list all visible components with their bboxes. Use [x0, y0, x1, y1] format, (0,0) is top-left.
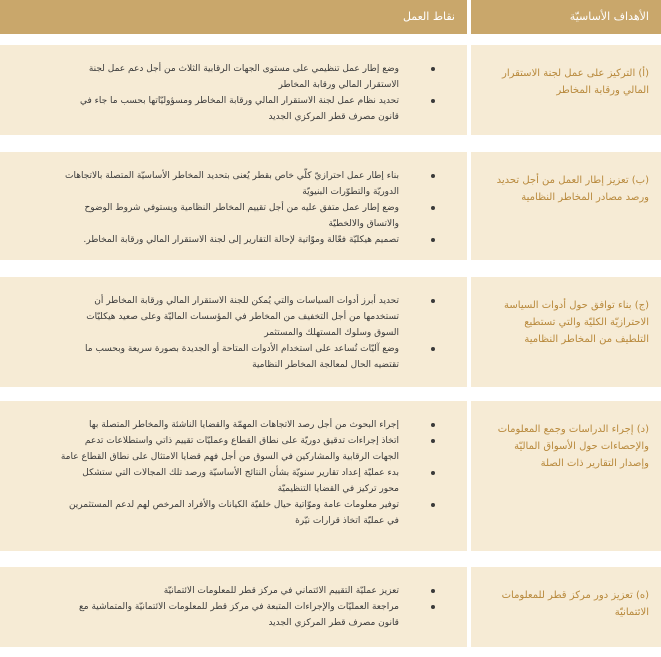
- point-text: وضع إطار عمل متفق عليه من أجل تقييم المخاطر النظامية ويستوفي شروط الوضوح والاتساق والالخطيّة: [84, 203, 399, 229]
- list-item: [60, 61, 451, 93]
- bullet-icon: [431, 206, 435, 210]
- table-row: [0, 401, 661, 551]
- bullet-icon: [431, 299, 435, 303]
- list-item: [60, 465, 451, 497]
- bullet-icon: [431, 439, 435, 443]
- list-item: [60, 341, 451, 373]
- point-text: تحديد نظام عمل لجنة الاستقرار المالي ورقابة المخاطر ومسؤوليّاتها بحسب ما جاء في قانون مصرف قطر المركزي الجديد: [79, 96, 399, 122]
- list-item: [60, 293, 451, 341]
- list-item: [60, 599, 451, 631]
- point-text: تحديد أبرز أدوات السياسات والتي يُمكن للجنة الاستقرار المالي ورقابة المخاطر أن تستخدمها من أجل التخفيف من المخاطر في المؤسسات الماليّة وعلى صعيد هيكليّات السوق وسلوك المستهلك والمستثمر: [86, 296, 399, 338]
- goal-text: (أ) التركيز على عمل لجنة الاستقرار المالي ورقابة المخاطر: [501, 68, 649, 96]
- goal-cell: [471, 45, 661, 135]
- point-text: بدء عمليّة إعداد تقارير سنويّة بشأن النتائج الأساسيّة ورصد تلك المجالات التي ستشكل محور تركيز في القضايا التنظيميّة: [82, 468, 399, 494]
- point-text: إجراء البحوث من أجل رصد الاتجاهات المهمّة والقضايا الناشئة والمخاطر المتصلة بها: [88, 420, 399, 430]
- goal-cell: [471, 401, 661, 551]
- bullet-icon: [431, 605, 435, 609]
- bullet-icon: [431, 99, 435, 103]
- points-list: [60, 61, 451, 125]
- goal-cell: [471, 277, 661, 387]
- points-list: [60, 293, 451, 373]
- table-row: [0, 45, 661, 135]
- goal-text: (ب) تعزيز إطار العمل من أجل تحديد ورصد مصادر المخاطر النظامية: [496, 175, 649, 203]
- bullet-icon: [431, 423, 435, 427]
- table-row: [0, 152, 661, 260]
- points-list: [60, 417, 451, 529]
- goal-cell: [471, 152, 661, 260]
- list-item: [60, 497, 451, 529]
- list-item: [60, 93, 451, 125]
- point-text: توفير معلومات عامة وموّاتية حيال خلفيّة الكيانات والأفراد المرخص لهم لدعم المستثمرين في عمليّة اتخاذ قرارات نيّرة: [68, 500, 399, 526]
- list-item: [60, 583, 451, 599]
- goal-text: (د) إجراء الدراسات وجمع المعلومات والإحصاءات حول الأسواق الماليّة وإصدار التقارير ذات الصلة: [497, 424, 649, 469]
- bullet-icon: [431, 503, 435, 507]
- point-text: وضع آليّات تُساعد على استخدام الأدوات المتاحة أو الجديدة بصورة سريعة وبحسب ما تقتضيه الحال لمعالجة المخاطر النظامية: [85, 344, 399, 370]
- points-cell: [0, 567, 467, 647]
- points-cell: [0, 401, 467, 551]
- list-item: [60, 232, 451, 248]
- point-text: وضع إطار عمل تنظيمي على مستوى الجهات الرقابية الثلاث من أجل دعم عمل لجنة الاستقرار المالي ورقابة المخاطر: [88, 64, 399, 90]
- header-goals: الأهداف الأساسيّة: [471, 0, 661, 34]
- point-text: بناء إطار عمل احترازيّ كلّي خاص بقطر يُعنى بتحديد المخاطر الأساسيّة المتصلة بالاتجاهات الدوريّة والتطوّرات البنيويّة: [64, 171, 399, 197]
- bullet-icon: [431, 67, 435, 71]
- goal-text: (ج) بناء توافق حول أدوات السياسة الاحترازيّة الكليّة والتي تستطيع التلطيف من المخاطر النظامية: [504, 300, 649, 345]
- goal-cell: [471, 567, 661, 647]
- list-item: [60, 433, 451, 465]
- bullet-icon: [431, 347, 435, 351]
- point-text: اتخاذ إجراءات تدقيق دوريّة على نطاق القطاع وعمليّات تقييم ذاتي واستطلاعات تدعم الجهات الرقابية والمشاركين في السوق من أجل فهم قضايا الامتثال على نطاق القطاع عامة: [60, 436, 399, 462]
- list-item: [60, 168, 451, 200]
- table-row: [0, 567, 661, 647]
- point-text: مراجعة العمليّات والإجراءات المتبعة في مركز قطر للمعلومات الائتمانيّة والمتماشية مع قانون مصرف قطر المركزي الجديد: [79, 602, 399, 628]
- header-points: نقاط العمل: [0, 0, 467, 34]
- bullet-icon: [431, 174, 435, 178]
- point-text: تعزيز عمليّة التقييم الائتماني في مركز قطر للمعلومات الائتمانيّة: [163, 586, 399, 596]
- points-list: [60, 168, 451, 248]
- bullet-icon: [431, 238, 435, 242]
- points-cell: [0, 152, 467, 260]
- points-cell: [0, 277, 467, 387]
- points-cell: [0, 45, 467, 135]
- table-row: [0, 277, 661, 387]
- goal-text: (ه) تعزيز دور مركز قطر للمعلومات الائتمانيّة: [501, 590, 649, 618]
- bullet-icon: [431, 589, 435, 593]
- list-item: [60, 417, 451, 433]
- bullet-icon: [431, 471, 435, 475]
- points-list: [60, 583, 451, 631]
- list-item: [60, 200, 451, 232]
- point-text: تصميم هيكليّة فعّالة وموّاتية لإحالة التقارير إلى لجنة الاستقرار المالي ورقابة المخاطر.: [83, 235, 399, 245]
